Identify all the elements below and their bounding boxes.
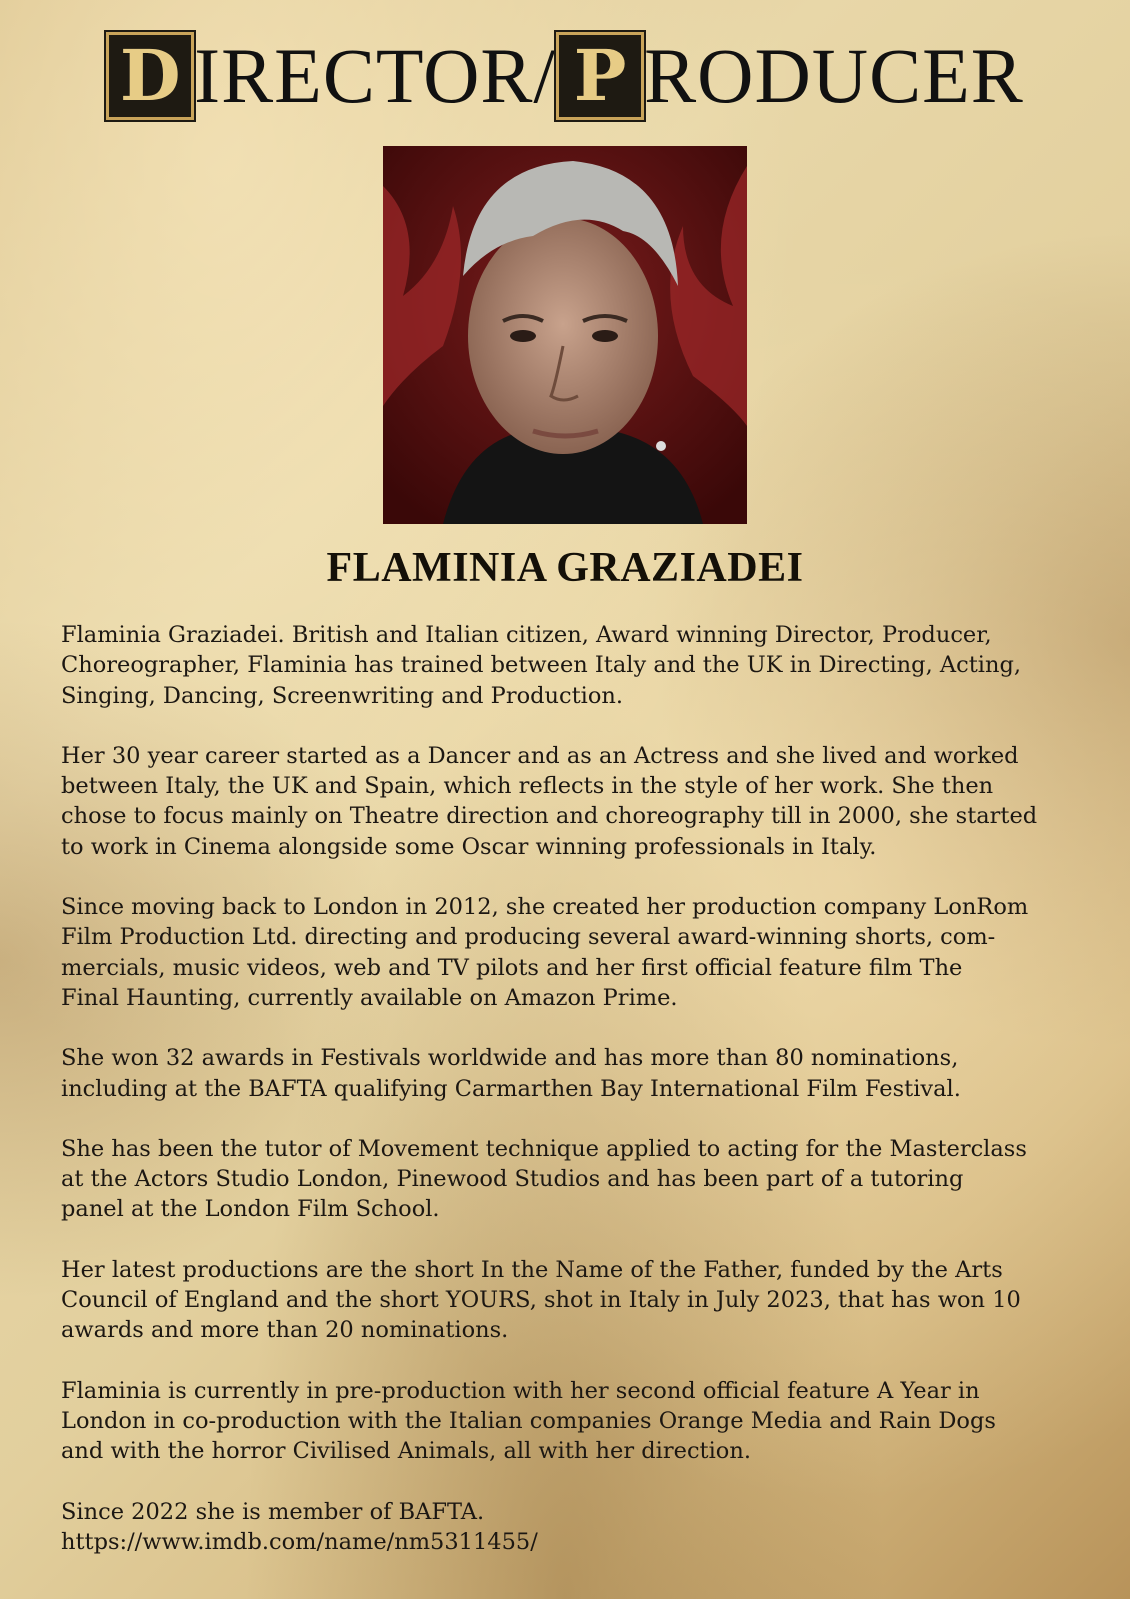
bio-line: including at the BAFTA qualifying Carmarthen Bay International Film Festival. xyxy=(61,1075,961,1102)
bio-paragraph xyxy=(61,620,1081,711)
portrait-illustration xyxy=(383,146,747,524)
bio-line: Final Haunting, currently available on Amazon Prime. xyxy=(61,984,678,1011)
bio-line: and with the horror Civilised Animals, all with her direction. xyxy=(61,1438,751,1465)
bio-line: She has been the tutor of Movement technique applied to acting for the Masterclass xyxy=(61,1135,1027,1162)
heading-director-text: IRECTOR/ xyxy=(194,32,557,119)
bio-paragraph xyxy=(61,1255,1081,1346)
biography xyxy=(61,620,1081,1557)
bio-line: at the Actors Studio London, Pinewood Studios and has been part of a tutoring xyxy=(61,1166,964,1193)
bio-line: Her latest productions are the short In the Name of the Father, funded by the Arts xyxy=(61,1256,1003,1283)
bio-line: Flaminia is currently in pre-production with her second official feature A Year in xyxy=(61,1377,980,1404)
bio-line: Flaminia Graziadei. British and Italian citizen, Award winning Director, Producer, xyxy=(61,622,992,648)
bio-line: mercials, music videos, web and TV pilots and her first official feature film The xyxy=(61,954,963,981)
bio-line: Choreographer, Flaminia has trained between Italy and the UK in Directing, Acting, xyxy=(61,652,1022,679)
imdb-link[interactable]: https://www.imdb.com/name/nm5311455/ xyxy=(61,1528,538,1555)
bio-line: panel at the London Film School. xyxy=(61,1196,440,1223)
bio-paragraph xyxy=(61,1376,1081,1467)
bio-line: Her 30 year career started as a Dancer and as an Actress and she lived and worked xyxy=(61,742,1019,769)
bio-paragraph xyxy=(61,741,1081,862)
bio-line: Since moving back to London in 2012, she created her production company LonRom xyxy=(61,894,1029,921)
bio-line: chose to focus mainly on Theatre direction and choreography till in 2000, she started xyxy=(61,803,1038,830)
initial-letter-p: P xyxy=(573,34,627,117)
bio-line: between Italy, the UK and Spain, which reflects in the style of her work. She then xyxy=(61,773,994,800)
illuminated-initial-d xyxy=(106,32,194,120)
bio-paragraph xyxy=(61,1497,1081,1558)
bio-line: Council of England and the short YOURS, shot in Italy in July 2023, that has won 10 xyxy=(61,1287,1021,1314)
bio-paragraph xyxy=(61,892,1081,1013)
page-heading xyxy=(0,28,1130,124)
initial-letter-d: D xyxy=(119,34,181,117)
bio-paragraph xyxy=(61,1043,1081,1104)
heading-producer-text: RODUCER xyxy=(644,32,1024,119)
bio-line: Since 2022 she is member of BAFTA. xyxy=(61,1498,485,1525)
person-name: FLAMINIA GRAZIADEI xyxy=(326,545,804,591)
bio-line: Singing, Dancing, Screenwriting and Production. xyxy=(61,682,624,709)
bio-line: Film Production Ltd. directing and producing several award-winning shorts, com- xyxy=(61,924,996,951)
bio-line: to work in Cinema alongside some Oscar winning professionals in Italy. xyxy=(61,833,877,860)
bio-line: awards and more than 20 nominations. xyxy=(61,1317,509,1344)
bio-line: London in co-production with the Italian companies Orange Media and Rain Dogs xyxy=(61,1407,996,1434)
portrait-photo xyxy=(383,146,747,524)
bio-line: She won 32 awards in Festivals worldwide and has more than 80 nominations, xyxy=(61,1045,959,1072)
illuminated-initial-p xyxy=(556,32,644,120)
bio-paragraph xyxy=(61,1134,1081,1225)
